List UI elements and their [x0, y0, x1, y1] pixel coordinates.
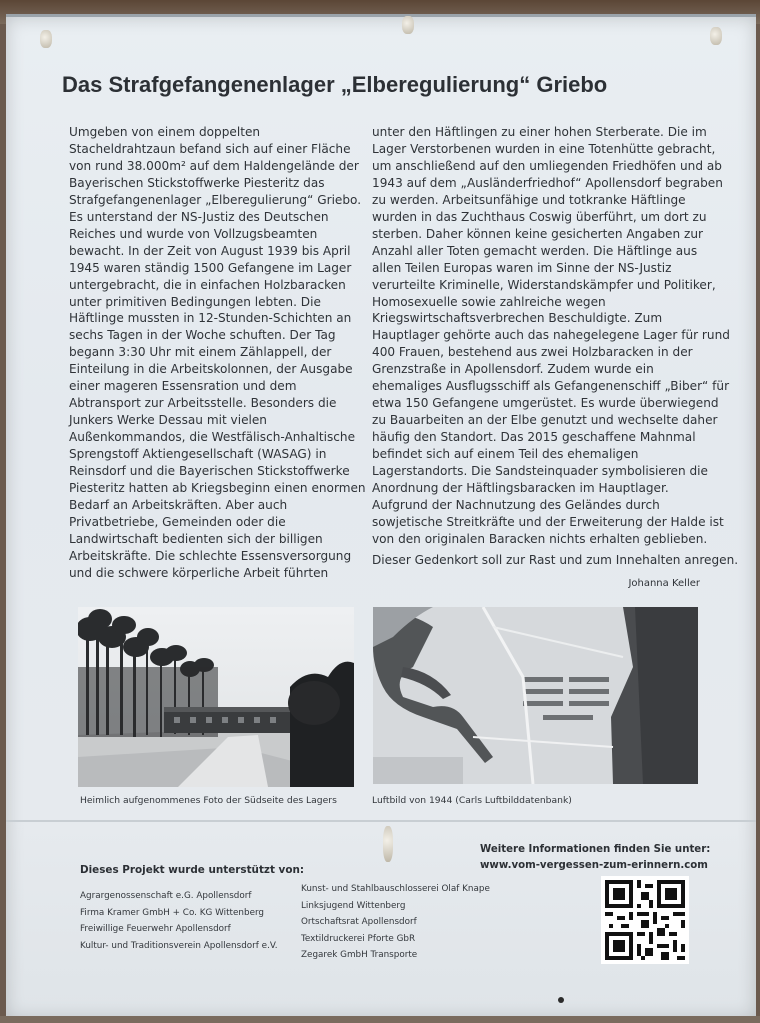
text-line: Hauptlager gehörte auch das nahegelegene Lager für rund: [372, 328, 730, 343]
screw-icon: [558, 997, 564, 1003]
text-line: und die schwere körperliche Arbeit führten: [69, 565, 329, 580]
sponsor-item: Textildruckerei Pforte GbR: [301, 933, 416, 944]
text-line: sterben. Daher können keine gesicherten Angaben zur: [372, 226, 703, 241]
divider: [6, 820, 756, 822]
text-line: Grenzstraße in Apollensdorf. Zudem wurde ein: [372, 362, 654, 377]
text-line: Aufgrund der Nachnutzung des Geländes durch: [372, 497, 660, 512]
text-line: Homosexuelle sowie zahlreiche wegen: [372, 294, 606, 309]
text-line: Es unterstand der NS-Justiz des Deutschen: [69, 209, 329, 224]
text-line: Strafgefangenenlager „Elberegulierung“ Griebo.: [69, 192, 362, 207]
text-line: Lager Verstorbenen wurden in eine Totenhütte gebracht,: [372, 141, 716, 156]
text-line: Einteilung in die Arbeitskolonnen, der Ausgabe: [69, 362, 353, 377]
text-line: Lagerstandorts. Die Sandsteinquader symbolisieren die: [372, 464, 708, 479]
sponsor-item: Ortschaftsrat Apollensdorf: [301, 917, 417, 928]
sponsor-item: Linksjugend Wittenberg: [301, 900, 406, 911]
text-line: Sprengstoff Aktiengesellschaft (WASAG) in: [69, 447, 327, 462]
text-line: verurteilte Kriminelle, Widerstandskämpfer und Politiker,: [372, 277, 716, 292]
text-line: Privatbetriebe, Gemeinden oder die: [69, 514, 286, 529]
text-line: von den originalen Baracken nichts erhalten geblieben.: [372, 531, 708, 546]
support-title: Dieses Projekt wurde unterstützt von:: [80, 864, 305, 876]
text-line: unter den Häftlingen zu einer hohen Sterberate. Die im: [372, 125, 707, 139]
text-line: Kriegswirtschaftsverbrechen Beschuldigte. Zum: [372, 311, 663, 326]
text-line: um anschließend auf den umliegenden Friedhöfen und ab: [372, 158, 722, 173]
more-info-text: Weitere Informationen finden Sie unter:: [480, 844, 711, 855]
sponsor-list-right: [301, 881, 490, 964]
text-line: sechs Tagen in der Woche schuften. Der Tag: [69, 328, 336, 343]
text-line: Anordnung der Häftlingsbaracken im Hauptlager.: [372, 481, 669, 496]
board-frame-bottom: [0, 1016, 760, 1023]
page-title: Das Strafgefangenenlager „Elberegulierung“ Griebo: [62, 72, 608, 97]
text-line: Abtransport zur Arbeitsstelle. Besonders die: [69, 396, 337, 411]
aerial-photo: [373, 607, 698, 784]
sponsor-item: Agrargenossenschaft e.G. Apollensdorf: [80, 891, 252, 901]
text-line: Anzahl aller Toten gemacht werden. Die Häftlinge aus: [372, 243, 698, 258]
text-line: wurden in das Zuchthaus Coswig überführt, um dort zu: [372, 209, 707, 224]
caption-aerial-photo: Luftbild von 1944 (Carls Luftbilddatenbank): [372, 795, 572, 806]
text-line: Landwirtschaft bedienten sich der billigen: [69, 531, 323, 546]
text-line: Bedarf an Arbeitskräften. Aber auch: [69, 497, 288, 512]
text-line: untergebracht, die in einfachen Holzbaracken: [69, 277, 346, 292]
caption-camp-photo: Heimlich aufgenommenes Foto der Südseite des Lagers: [80, 795, 337, 806]
text-line: Umgeben von einem doppelten: [69, 125, 261, 139]
text-line: begann 3:30 Uhr mit einem Zählappell, der: [69, 345, 332, 360]
more-info-url[interactable]: www.vom-vergessen-zum-erinnern.com: [480, 860, 708, 871]
text-line: Reinsdorf und die Bayerischen Stickstoffwerke: [69, 464, 350, 479]
text-line: unter primitiven Bedingungen lebten. Die: [69, 294, 321, 309]
text-line: einer mageren Essensration und dem: [69, 379, 297, 394]
sponsor-item: Freiwillige Feuerwehr Apollensdorf: [80, 924, 231, 935]
text-column-right: [372, 124, 739, 569]
sponsor-item: Firma Kramer GmbH + Co. KG Wittenberg: [80, 907, 265, 918]
text-line: Dieser Gedenkort soll zur Rast und zum Innehalten anregen.: [372, 552, 739, 567]
sponsor-list-left: [80, 888, 278, 954]
aerial-photo-image: [373, 607, 698, 784]
sponsor-item: Kunst- und Stahlbauschlosserei Olaf Knape: [301, 884, 490, 894]
text-line: Bayerischen Stickstoffwerke Piesteritz das: [69, 175, 325, 190]
sponsor-item: Zegarek GmbH Transporte: [301, 950, 418, 961]
qr-code-graphic: [601, 876, 689, 964]
text-line: häufig den Standort. Das 2015 geschaffene Mahnmal: [372, 430, 696, 445]
pin-icon: [383, 826, 393, 862]
sponsor-item: Kultur- und Traditionsverein Apollensdorf e.V.: [80, 940, 278, 951]
pin-icon: [40, 30, 52, 48]
qr-code-icon[interactable]: [601, 876, 689, 964]
text-column-left: [69, 124, 366, 582]
text-line: 400 Frauen, bestehend aus zwei Holzbaracken in der: [372, 345, 693, 360]
text-line: 1943 auf dem „Ausländerfriedhof“ Apollensdorf begraben: [372, 175, 723, 190]
text-line: bewacht. In der Zeit von August 1939 bis April: [69, 243, 351, 258]
text-line: Stacheldrahtzaun befand sich auf einer Fläche: [69, 141, 351, 156]
text-line: zu Bauarbeiten an der Elbe genutzt und wechselte daher: [372, 413, 718, 428]
text-line: Junkers Werke Dessau mit vielen: [69, 413, 267, 428]
author-signature: Johanna Keller: [628, 578, 700, 589]
text-line: 1945 waren ständig 1500 Gefangene im Lager: [69, 260, 352, 275]
camp-photo: [78, 607, 354, 787]
text-line: ehemaliges Ausflugsschiff als Gefangenenschiff „Biber“ für: [372, 379, 730, 394]
text-line: sowjetische Streitkräfte und der Erweiterung der Halde ist: [372, 514, 724, 529]
text-line: Arbeitskräfte. Die schlechte Essensversorgung: [69, 548, 352, 563]
text-line: Reiches und wurde von Vollzugsbeamten: [69, 226, 318, 241]
text-line: etwa 150 Gefangene umgerüstet. Es wurde überwiegend: [372, 396, 719, 411]
text-line: von rund 38.000m² auf dem Haldengelände der: [69, 158, 359, 173]
text-line: Piesteritz hatten ab Kriegsbeginn einen enormen: [69, 481, 366, 496]
more-info: [480, 842, 711, 874]
camp-photo-image: [78, 607, 354, 787]
text-line: befindet sich auf einem Teil des ehemaligen: [372, 447, 639, 462]
text-line: zu werden. Arbeitsunfähige und totkranke Häftlinge: [372, 192, 686, 207]
pin-icon: [402, 16, 414, 34]
pin-icon: [710, 27, 722, 45]
text-line: Häftlinge mussten in 12-Stunden-Schichten an: [69, 311, 352, 326]
text-line: allen Teilen Europas waren im Sinne der NS-Justiz: [372, 260, 672, 275]
text-line: Außenkommandos, die Westfälisch-Anhaltische: [69, 430, 356, 445]
